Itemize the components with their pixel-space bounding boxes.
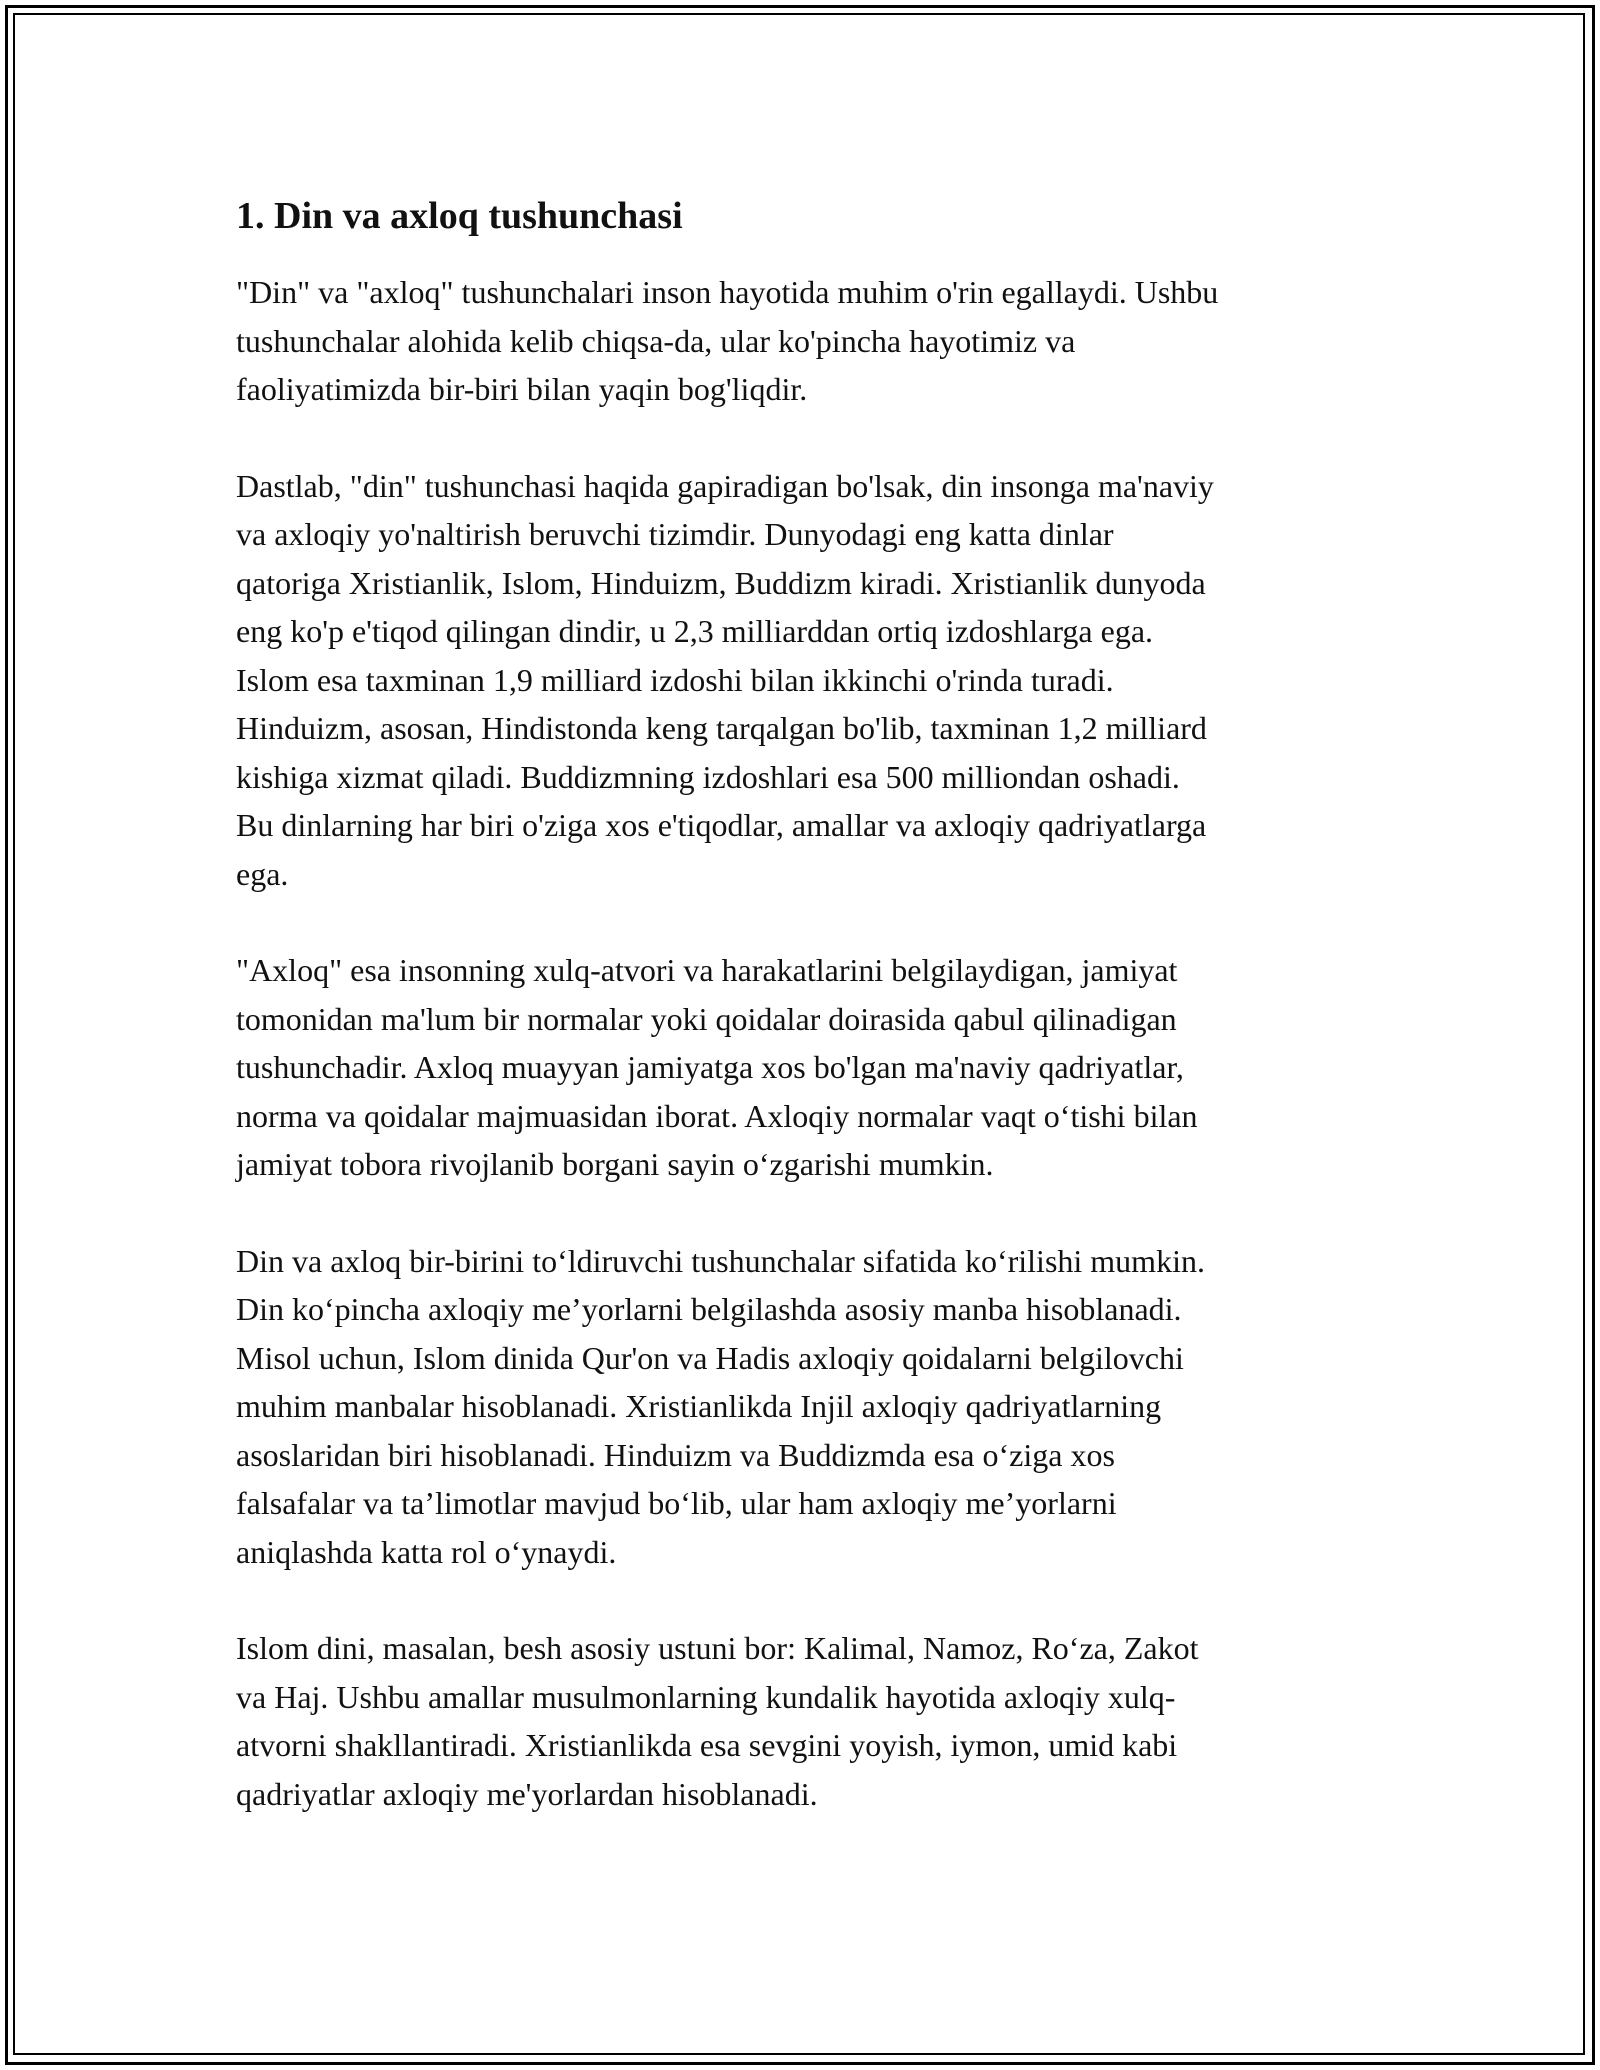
paragraph-relation: Din va axloq bir-birini to‘ldiruvchi tushunchalar sifatida ko‘rilishi mumkin. Din ko‘pincha axloqiy me’yorlarni belgilashda asosiy manba hisoblanadi. Misol uchun, Islom dinida Qur'on va Hadis axloqiy qoidalarni belgilovchi muhim manbalar hisoblanadi. Xristianlikda Injil axloqiy qadriyatlarning asoslaridan biri hisoblanadi. Hinduizm va Buddizmda esa o‘ziga xos falsafalar va ta’limotlar mavjud bo‘lib, ular ham axloqiy me’yorlarni aniqlashda katta rol o‘ynaydi. (236, 1242, 1205, 1570)
paragraph-religion: Dastlab, "din" tushunchasi haqida gapiradigan bo'lsak, din insonga ma'naviy va axloqiy yo'naltirish beruvchi tizimdir. Dunyodagi eng katta dinlar qatoriga Xristianlik, Islom, Hinduizm, Buddizm kiradi. Xristianlik dunyoda eng ko'p e'tiqod qilingan dindir, u 2,3 milliarddan ortiq izdoshlarga ega. Islom esa taxminan 1,9 milliard izdoshi bilan ikkinchi o'rinda turadi. Hinduizm, asosan, Hindistonda keng tarqalgan bo'lib, taxminan 1,2 milliard kishiga xizmat qiladi. Buddizmning izdoshlari esa 500 milliondan oshadi. Bu dinlarning har biri o'ziga xos e'tiqodlar, amallar va axloqiy qadriyatlarga ega. (236, 467, 1214, 892)
section-heading: 1. Din va axloq tushunchasi (236, 195, 683, 237)
paragraph-intro: "Din" va "axloq" tushunchalari inson hayotida muhim o'rin egallaydi. Ushbu tushunchalar alohida kelib chiqsa-da, ular ko'pincha hayotimiz va faoliyatimizda bir-biri bilan yaqin bog'liqdir. (236, 274, 1219, 407)
document-body (236, 188, 1366, 1866)
paragraph-islam-pillars: Islom dini, masalan, besh asosiy ustuni bor: Kalimal, Namoz, Ro‘za, Zakot va Haj. Ushbu amallar musulmonlarning kundalik hayotida axloqiy xulq- atvorni shakllantiradi. Xristianlikda esa sevgini yoyish, iymon, umid kabi qadriyatlar axloqiy me'yorlardan hisoblanadi. (236, 1630, 1199, 1812)
paragraph-ethics: "Axloq" esa insonning xulq-atvori va harakatlarini belgilaydigan, jamiyat tomonidan ma'lum bir normalar yoki qoidalar doirasida qabul qilinadigan tushunchadir. Axloq muayyan jamiyatga xos bo'lgan ma'naviy qadriyatlar, norma va qoidalar majmuasidan iborat. Axloqiy normalar vaqt o‘tishi bilan jamiyat tobora rivojlanib borgani sayin o‘zgarishi mumkin. (236, 952, 1198, 1182)
